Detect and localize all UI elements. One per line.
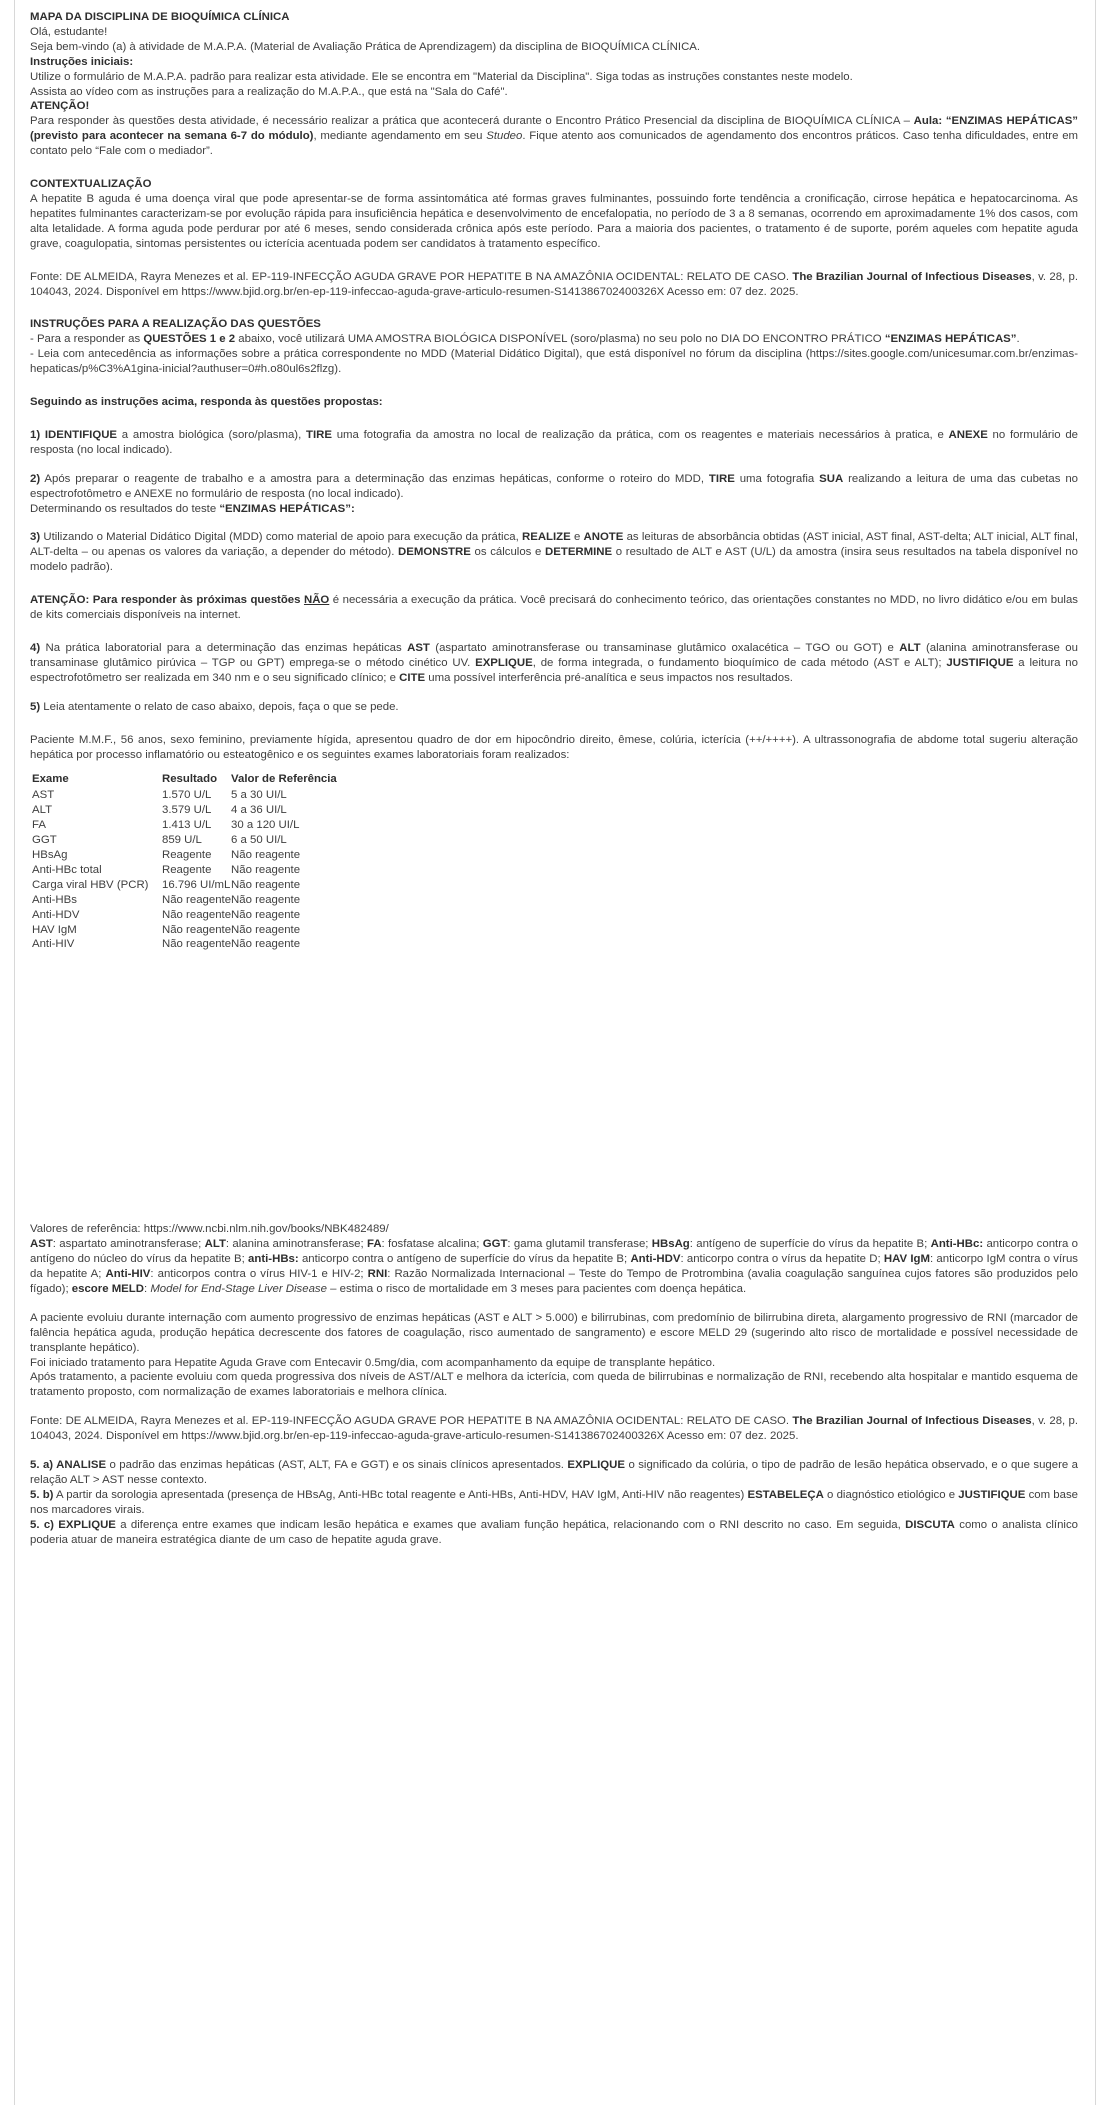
table-row	[32, 908, 411, 923]
legend-def-antihbs: anticorpo contra o antígeno de superfície do vírus da hepatite B;	[298, 1253, 631, 1266]
q4-verb-cite: CITE	[399, 671, 426, 684]
follow-instructions-heading: Seguindo as instruções acima, responda às questões propostas:	[30, 396, 383, 409]
case-report-paragraph: Paciente M.M.F., 56 anos, sexo feminino, previamente hígida, apresentou quadro de dor em hipocôndrio direito, êmese, colúria, icterícia (++/++++). A ultrassonografia de abdome total sugeriu alteração hepática por processo inflamatório ou esteatogênico e os seguintes exames laboratoriais foram realizados:	[30, 733, 1078, 761]
q4-c1: Na prática laboratorial para a determinação das enzimas hepáticas	[40, 642, 408, 654]
legend-term-meld: escore MELD	[71, 1282, 144, 1295]
cell-referencia: Não reagente	[231, 908, 301, 921]
table-row	[32, 863, 411, 878]
question-2	[30, 472, 1078, 502]
legend-def-havigm: : anticorpo IgM contra o vírus da hepatite A;	[30, 1253, 1078, 1281]
cell-referencia: 30 a 120 UI/L	[231, 819, 300, 832]
subquestion-5b	[30, 1488, 1078, 1518]
q2-verb-tire: TIRE	[708, 472, 735, 485]
q5-c1: Leia atentamente o relato de caso abaixo, depois, faça o que se pede.	[40, 700, 399, 713]
q2-after-text: Determinando os resultados do teste	[30, 502, 220, 515]
cell-exame: HBsAg	[32, 848, 68, 861]
q5b-verb-estabeleca: ESTABELEÇA	[747, 1488, 824, 1501]
legend-term-alt: ALT	[204, 1238, 226, 1251]
cell-resultado: 859 U/L	[162, 834, 202, 847]
legend-term-antihdv: Anti-HDV	[630, 1253, 681, 1266]
legend-term-antihiv: Anti-HIV	[105, 1268, 151, 1281]
cell-resultado: 1.570 U/L	[162, 789, 212, 802]
legend-meld-rest: – estima o risco de mortalidade em 3 meses para pacientes com doença hepática.	[326, 1282, 747, 1295]
attention2-nao-underline: NÃO	[303, 594, 330, 607]
column-header-resultado: Resultado	[162, 773, 218, 786]
question-5	[30, 700, 1078, 715]
context-paragraph: A hepatite B aguda é uma doença viral que pode apresentar-se de forma assintomática até formas graves fulminantes, possuindo forte tendência a cronificação, cirrose hepática e hepatocarcinoma. As hepatites fulminantes caracterizam-se por evolução rápida para insuficiência hepática e desenvolvimento de encefalopatia, no período de 3 a 8 semanas, ocorrendo em aproximadamente 1% dos casos, com alta letalidade. A forma aguda pode perdurar por até 6 meses, sendo considerada crônica após este período. Para a maioria dos pacientes, o tratamento é de suporte, porém aqueles com hepatite aguda grave, coagulopatia, sintomas persistentes ou icterícia acentuada podem ser candidatos à tratamento específico.	[30, 192, 1078, 250]
q5c-verb-discuta: DISCUTA	[905, 1518, 955, 1531]
evolution-paragraph-3: Após tratamento, a paciente evoluiu com queda progressiva dos níveis de AST/ALT e melhora da icterícia, com queda de bilirrubinas e normalização de RNI, recebendo alta hospitalar e mantido esquema de tratamento proposto, com normalização de exames laboratoriais e melhora clínica.	[30, 1371, 1078, 1399]
q3-c4: os cálculos e	[470, 546, 546, 559]
table-row	[32, 818, 411, 833]
q5c-number: 5. c)	[30, 1518, 54, 1531]
q1-verb-tire: TIRE	[306, 428, 332, 441]
attention-part1: Para responder às questões desta atividade, é necessário realizar a prática que acontecerá durante o Encontro Prático Presencial da disciplina de BIOQUÍMICA CLÍNICA –	[30, 115, 914, 128]
question-4	[30, 641, 1078, 686]
attention-heading: ATENÇÃO!	[30, 100, 90, 113]
q4-c3: (alanina aminotransferase ou transaminase glutâmico pirúvica – TGP ou GPT) emprega-se o método cinético UV.	[30, 642, 1078, 669]
q5a-c2: o significado da colúria, o tipo de padrão de lesão hepática observado, e o que sugere a relação ALT > AST nesse contexto.	[30, 1459, 1078, 1486]
legend-term-ggt: GGT	[482, 1238, 508, 1251]
legend-def-antihbc: anticorpo contra o antígeno do núcleo do vírus da hepatite B;	[30, 1238, 1078, 1266]
source1-part2: , v. 28, p. 104043, 2024. Disponível em https://www.bjid.org.br/en-ep-119-infeccao-aguda-grave-articulo-resumen-S141386702400326X Acesso em: 07 dez. 2025.	[30, 270, 1079, 298]
q4-number: 4)	[30, 642, 41, 654]
q3-verb-anote: ANOTE	[583, 531, 624, 544]
question-1	[30, 428, 1078, 458]
q1-c1: a amostra biológica (soro/plasma),	[117, 428, 306, 441]
legend-term-havigm: HAV IgM	[883, 1253, 930, 1266]
q2-after-bold: “ENZIMAS HEPÁTICAS”:	[219, 502, 355, 515]
legend-def-ast: : aspartato aminotransferase;	[52, 1238, 205, 1251]
q4-c6: uma possível interferência pré-analítica e seus impactos nos resultados.	[425, 671, 793, 684]
cell-referencia: Não reagente	[231, 848, 301, 861]
table-row	[32, 848, 411, 863]
q2-c2: uma fotografia	[734, 472, 820, 485]
source2-part2: , v. 28, p. 104043, 2024. Disponível em https://www.bjid.org.br/en-ep-119-infeccao-aguda-grave-articulo-resumen-S141386702400326X Acesso em: 07 dez. 2025.	[30, 1415, 1079, 1443]
q5a-verb-analise: ANALISE	[53, 1459, 107, 1472]
q4-c2: (aspartato aminotransferase ou transaminase glutâmico oxalacética – TGO ou GOT) e	[429, 642, 900, 654]
legend-def-rni: : Razão Normalizada Internacional – Teste do Tempo de Protrombina (avalia coagulação sanguínea cujos fatores são produzidos pelo fígado);	[30, 1268, 1078, 1295]
q3-verb-determine: DETERMINE	[545, 546, 613, 559]
cell-exame: Anti-HBc total	[32, 863, 102, 876]
cell-resultado: Reagente	[162, 848, 212, 861]
q2-c3: realizando a leitura de uma das cubetas no espectrofotômetro e ANEXE no formulário de resposta (no local indicado).	[30, 472, 1079, 500]
q5b-c1: A partir da sorologia apresentada (presença de HBsAg, Anti-HBc total reagente e Anti-HBs, Anti-HDV, HAV IgM, Anti-HIV não reagentes)	[53, 1488, 748, 1501]
initial-instructions-1: Utilize o formulário de M.A.P.A. padrão para realizar esta atividade. Ele se encontra em "Material da Disciplina". Siga todas as instruções constantes neste modelo.	[30, 70, 853, 83]
legend-term-rni: RNI	[367, 1268, 388, 1281]
instructions-item-2: - Leia com antecedência as informações sobre a prática correspondente no MDD (Material Didático Digital), que está disponível no fórum da disciplina (https://sites.google.com/unicesumar.com.br/enzimas-hepaticas/p%C3%A1gina-inicial?authuser=0#h.o80ul6s2flzg).	[30, 348, 1078, 376]
instr1-e: .	[1016, 333, 1020, 346]
legend-def-ggt: : gama glutamil transferase;	[507, 1238, 652, 1251]
q1-c2: uma fotografia da amostra no local de realização da prática, com os reagentes e materiais necessários à pratica, e	[331, 428, 949, 441]
column-header-valor-referencia: Valor de Referência	[231, 773, 337, 786]
cell-referencia: 4 a 36 UI/L	[231, 804, 287, 817]
legend-def-antihdv: : anticorpo contra o vírus da hepatite D;	[680, 1253, 884, 1266]
cell-exame: HAV IgM	[32, 923, 77, 936]
q4-verb-explique: EXPLIQUE	[475, 656, 533, 669]
q4-alt-bold: ALT	[899, 642, 921, 654]
source1-journal: The Brazilian Journal of Infectious Diseases	[792, 270, 1032, 283]
exam-table-header-row	[32, 772, 411, 788]
greeting-text: Olá, estudante!	[30, 25, 108, 38]
cell-exame: AST	[32, 789, 55, 802]
q1-verb-identifique: IDENTIFIQUE	[44, 428, 118, 441]
legend-def-alt: : alanina aminotransferase;	[225, 1238, 367, 1251]
q5-number: 5)	[30, 700, 41, 713]
q5b-c3: com base nos marcadores virais.	[30, 1488, 1078, 1516]
table-row	[32, 923, 411, 938]
cell-exame: Carga viral HBV (PCR)	[32, 878, 149, 891]
q3-c2: e	[570, 531, 584, 544]
subquestion-5a	[30, 1458, 1078, 1488]
subquestion-5c	[30, 1518, 1078, 1548]
q5b-verb-justifique: JUSTIFIQUE	[958, 1488, 1026, 1501]
exam-results-table	[32, 772, 411, 952]
table-row	[32, 803, 411, 818]
q3-verb-demonstre: DEMONSTRE	[398, 546, 471, 559]
cell-exame: FA	[32, 819, 46, 832]
cell-exame: Anti-HIV	[32, 938, 75, 951]
legend-term-antihbc: Anti-HBc:	[930, 1238, 984, 1251]
q4-c5: a leitura no espectrofotômetro ser realizada em 340 nm e o seu significado clínico; e	[30, 656, 1078, 684]
source2-journal: The Brazilian Journal of Infectious Diseases	[792, 1415, 1032, 1428]
instr1-a: - Para a responder as	[30, 333, 144, 346]
context-heading: CONTEXTUALIZAÇÃO	[30, 178, 152, 191]
q5a-number: 5. a)	[30, 1459, 54, 1472]
q2-word-sua: SUA	[819, 472, 844, 485]
cell-resultado: 3.579 U/L	[162, 804, 212, 817]
welcome-text: Seja bem-vindo (a) à atividade de M.A.P.A. (Material de Avaliação Prática de Aprendizagem) da disciplina de BIOQUÍMICA CLÍNICA.	[30, 40, 701, 53]
legend-term-antihbs: anti-HBs:	[248, 1253, 299, 1266]
attention-italic: Studeo	[486, 130, 523, 143]
abbreviations-legend	[30, 1237, 1078, 1297]
q1-c3: no formulário de resposta (no local indicado).	[30, 428, 1079, 456]
question-2-after	[30, 502, 1078, 517]
evolution-paragraph-1: A paciente evoluiu durante internação com aumento progressivo de enzimas hepáticas (AST e ALT > 5.000) e bilirrubinas, com predomínio de bilirrubina direta, alargamento progressivo de RNI (marcador de falência hepática aguda, produção hepática decrescente dos fatores de coagulação, risco aumentado de sangramento) e escore MELD 29 (sugerindo alto risco de mortalidade e possível necessidade de transplante hepático).	[30, 1311, 1078, 1354]
table-row	[32, 788, 411, 803]
legend-term-hbsag: HBsAg	[651, 1238, 690, 1251]
source-citation-1	[30, 270, 1078, 300]
cell-resultado: Não reagente	[162, 893, 232, 906]
cell-referencia: Não reagente	[231, 938, 301, 951]
column-header-exame: Exame	[32, 773, 69, 786]
reference-values-link: Valores de referência: https://www.ncbi.nlm.nih.gov/books/NBK482489/	[30, 1223, 389, 1236]
cell-resultado: Não reagente	[162, 938, 232, 951]
q1-verb-anexe: ANEXE	[948, 428, 988, 441]
q4-c4: , de forma integrada, o fundamento bioquímico de cada método (AST e ALT);	[532, 656, 947, 669]
q5b-number: 5. b)	[30, 1488, 54, 1501]
q1-number: 1)	[30, 428, 41, 441]
cell-referencia: Não reagente	[231, 893, 301, 906]
table-row	[32, 833, 411, 848]
instr1-c: abaixo, você utilizará UMA AMOSTRA BIOLÓGICA DISPONÍVEL (soro/plasma) no seu polo no DIA DO ENCONTRO PRÁTICO	[235, 333, 885, 346]
cell-referencia: 5 a 30 UI/L	[231, 789, 287, 802]
q5c-verb-explique: EXPLIQUE	[53, 1518, 116, 1531]
q3-c5: o resultado de ALT e AST (U/L) da amostra (insira seus resultados na tabela disponível no modelo padrão).	[30, 546, 1078, 574]
legend-term-ast: AST	[30, 1238, 53, 1251]
cell-exame: Anti-HDV	[32, 908, 80, 921]
instructions-item-1	[30, 332, 1078, 347]
attention-bold: Aula: “ENZIMAS HEPÁTICAS” (previsto para acontecer na semana 6-7 do módulo)	[30, 115, 1079, 143]
legend-def-antihiv: : anticorpos contra o vírus HIV-1 e HIV-2;	[150, 1268, 368, 1281]
table-row	[32, 878, 411, 893]
legend-def-hbsag: : antígeno de superfície do vírus da hepatite B;	[689, 1238, 931, 1251]
q5b-c2: o diagnóstico etiológico e	[823, 1488, 959, 1501]
cell-resultado: 1.413 U/L	[162, 819, 212, 832]
q5c-c1: a diferença entre exames que indicam lesão hepática e exames que avaliam função hepática, relacionando com o RNI descrito no caso. Em seguida,	[115, 1518, 906, 1531]
q3-verb-realize: REALIZE	[522, 531, 571, 544]
blank-space	[30, 952, 1078, 1222]
page-title: MAPA DA DISCIPLINA DE BIOQUÍMICA CLÍNICA	[30, 11, 290, 23]
attention2-bold: ATENÇÃO: Para responder às próximas questões	[30, 594, 304, 607]
evolution-paragraph-2: Foi iniciado tratamento para Hepatite Aguda Grave com Entecavir 0.5mg/dia, com acompanhamento da equipe de transplante hepático.	[30, 1356, 716, 1369]
q2-c1: Após preparar o reagente de trabalho e a amostra para a determinação das enzimas hepáticas, conforme o roteiro do MDD,	[40, 472, 709, 485]
cell-resultado: 16.796 UI/mL	[162, 878, 231, 891]
table-row	[32, 893, 411, 908]
cell-exame: GGT	[32, 834, 57, 847]
initial-instructions-heading: Instruções iniciais:	[30, 55, 134, 68]
cell-resultado: Reagente	[162, 863, 212, 876]
legend-term-fa: FA	[366, 1238, 382, 1251]
attention-paragraph	[30, 114, 1078, 159]
cell-exame: ALT	[32, 804, 53, 817]
q5a-verb-explique: EXPLIQUE	[567, 1459, 625, 1472]
instructions-heading: INSTRUÇÕES PARA A REALIZAÇÃO DAS QUESTÕES	[30, 318, 321, 331]
attention-2-paragraph	[30, 593, 1078, 623]
source2-part1: Fonte: DE ALMEIDA, Rayra Menezes et al. EP-119-INFECÇÃO AGUDA GRAVE POR HEPATITE B NA AMAZÔNIA OCIDENTAL: RELATO DE CASO.	[30, 1415, 793, 1428]
initial-instructions-2: Assista ao vídeo com as instruções para a realização do M.A.P.A., que está na "Sala do Café".	[30, 85, 508, 98]
cell-resultado: Não reagente	[162, 923, 232, 936]
cell-resultado: Não reagente	[162, 908, 232, 921]
instr1-topic-bold: “ENZIMAS HEPÁTICAS”	[884, 333, 1017, 346]
attention2-rest: é necessária a execução da prática. Você precisará do conhecimento teórico, das orientações constantes no MDD, no livro didático e/ou em bulas de kits comerciais disponíveis na internet.	[30, 594, 1078, 622]
q2-number: 2)	[30, 472, 41, 485]
instr1-questions-bold: QUESTÕES 1 e 2	[143, 333, 236, 346]
q5a-c1: o padrão das enzimas hepáticas (AST, ALT, FA e GGT) e os sinais clínicos apresentados.	[106, 1459, 568, 1472]
question-3	[30, 530, 1078, 575]
q3-number: 3)	[30, 531, 41, 544]
legend-def-fa: : fosfatase alcalina;	[381, 1238, 483, 1251]
attention-part3: . Fique atento aos comunicados de agendamento dos encontros práticos. Caso tenha dificuldades, entre em contato pelo “Fale com o mediador”.	[30, 130, 1079, 158]
cell-exame: Anti-HBs	[32, 893, 77, 906]
attention-part2: , mediante agendamento em seu	[313, 130, 487, 143]
cell-referencia: Não reagente	[231, 923, 301, 936]
exam-results-table-wrapper	[30, 772, 1078, 952]
cell-referencia: Não reagente	[231, 878, 301, 891]
q3-c1: Utilizando o Material Didático Digital (MDD) como material de apoio para execução da prática,	[40, 531, 522, 544]
q4-verb-justifique: JUSTIFIQUE	[946, 656, 1014, 669]
table-row	[32, 937, 411, 952]
legend-def-meld: :	[143, 1282, 151, 1295]
cell-referencia: 6 a 50 UI/L	[231, 834, 287, 847]
q4-ast-bold: AST	[407, 642, 430, 654]
source-citation-2	[30, 1414, 1078, 1444]
exam-table-body	[32, 788, 411, 952]
q5c-c2: como o analista clínico poderia atuar de maneira estratégica diante de um caso de hepatite aguda grave.	[30, 1518, 1078, 1546]
legend-meld-italic: Model for End-Stage Liver Disease	[150, 1282, 327, 1295]
q3-c3: as leituras de absorbância obtidas (AST inicial, AST final, AST-delta; ALT inicial, ALT final, ALT-delta – ou apenas os valores da variação, a depender do método).	[30, 531, 1078, 559]
exam-table-head	[32, 772, 411, 788]
source1-part1: Fonte: DE ALMEIDA, Rayra Menezes et al. EP-119-INFECÇÃO AGUDA GRAVE POR HEPATITE B NA AMAZÔNIA OCIDENTAL: RELATO DE CASO.	[30, 270, 793, 283]
cell-referencia: Não reagente	[231, 863, 301, 876]
